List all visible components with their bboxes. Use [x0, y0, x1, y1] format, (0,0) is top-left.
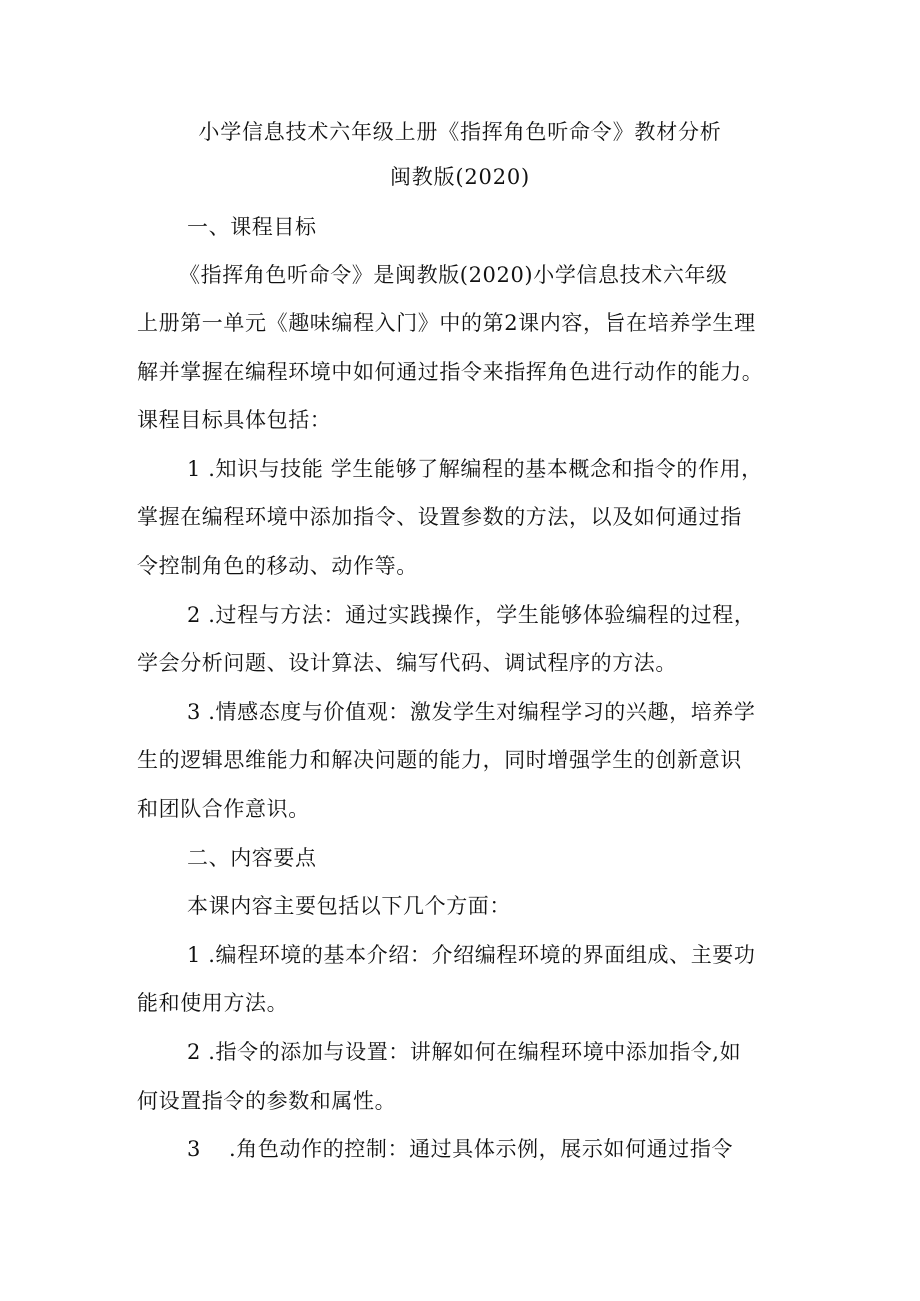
goal-item-3: 3 .情感态度与价值观：激发学生对编程学习的兴趣，培养学 — [187, 700, 756, 724]
goal-item-1: 1 .知识与技能 学生能够了解编程的基本概念和指令的作用， — [187, 457, 763, 481]
paragraph-line: 《指挥角色听命令》是闽教版(2020)小学信息技术六年级 — [179, 263, 728, 287]
section-heading-content: 二、内容要点 — [187, 846, 317, 870]
document-subtitle: 闽教版(2020) — [389, 165, 531, 189]
paragraph-line: 本课内容主要包括以下几个方面： — [187, 894, 511, 918]
paragraph-line: 学会分析问题、设计算法、编写代码、调试程序的方法。 — [137, 651, 677, 675]
document-title: 小学信息技术六年级上册《指挥角色听命令》教材分析 — [198, 120, 722, 144]
paragraph-line: 何设置指令的参数和属性。 — [137, 1089, 397, 1113]
paragraph-line: 解并掌握在编程环境中如何通过指令来指挥角色进行动作的能力。 — [137, 360, 764, 384]
content-item-1: 1 .编程环境的基本介绍：介绍编程环境的界面组成、主要功 — [187, 943, 756, 967]
content-item-3-text: .角色动作的控制：通过具体示例，展示如何通过指令 — [229, 1137, 734, 1161]
section-heading-goals: 一、课程目标 — [187, 215, 317, 239]
paragraph-line: 课程目标具体包括： — [137, 408, 332, 432]
goal-item-2: 2 .过程与方法：通过实践操作，学生能够体验编程的过程， — [187, 603, 756, 627]
content-item-2: 2 .指令的添加与设置：讲解如何在编程环境中添加指令,如 — [187, 1040, 742, 1064]
paragraph-line: 生的逻辑思维能力和解决问题的能力，同时增强学生的创新意识 — [137, 748, 742, 772]
paragraph-line: 上册第一单元《趣味编程入门》中的第2课内容，旨在培养学生理 — [137, 311, 756, 335]
content-item-3 — [187, 1134, 847, 1164]
paragraph-line: 和团队合作意识。 — [137, 797, 310, 821]
paragraph-line: 掌握在编程环境中添加指令、设置参数的方法，以及如何通过指 — [137, 505, 742, 529]
content-item-3-number: 3 — [187, 1137, 201, 1161]
paragraph-line: 令控制角色的移动、动作等。 — [137, 554, 418, 578]
paragraph-line: 能和使用方法。 — [137, 991, 289, 1015]
